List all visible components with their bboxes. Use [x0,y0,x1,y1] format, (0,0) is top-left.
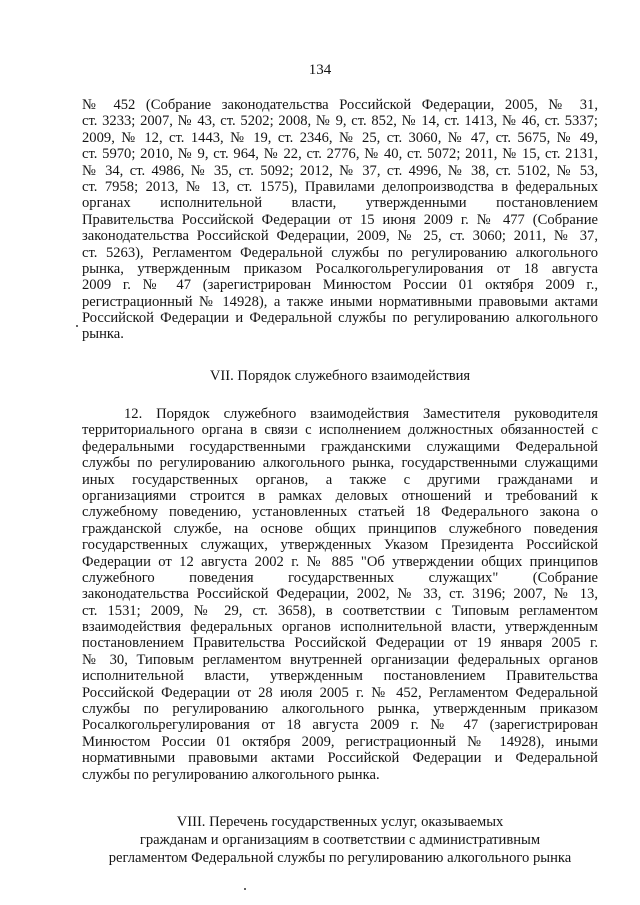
text-line: № 452 (Собрание законодательства Российской Федерации, 2005, № 31, [82,97,598,113]
text-line: органах исполнительной власти, утвержденными постановлением [82,195,598,212]
text-line: Российской Федерации и Федеральной службы по регулированию алкогольного [82,310,598,327]
text-line: служебного поведения государственных служащих" (Собрание [82,569,598,586]
text-line: федеральными государственными гражданскими служащими Федеральной [82,438,598,455]
page-number: 134 [308,62,332,78]
text-line: Минюстом России 01 октября 2009, регистрационный № 14928), иными [82,733,598,750]
text-line: службы по регулированию алкогольного рынка, утвержденным приказом [82,701,598,718]
text-line: служебному поведению, установленных статьей 18 Федерального закона о [82,504,598,521]
text-line: взаимодействия федеральных органов исполнительной власти, утвержденным [82,619,598,636]
paragraph-12 [82,406,598,783]
section-heading-line: регламентом Федеральной службы по регулированию алкогольного рынка [108,850,572,866]
text-line: законодательства Российской Федерации, 2009, № 25, ст. 3060; 2011, № 37, [82,228,598,245]
section-heading-line: гражданам и организациям в соответствии с административным [139,832,541,848]
paragraph-continuation [82,97,598,343]
text-line: 12. Порядок служебного взаимодействия Заместителя руководителя [124,406,598,422]
section-heading-text: VII. Порядок служебного взаимодействия [209,368,471,384]
text-line: гражданской службе, на основе общих принципов служебного поведения [82,520,598,537]
text-line: службы по регулированию алкогольного рынка, государственными служащими [82,455,598,472]
text-line: иных государственных органов, а также с другими гражданами и [82,471,598,488]
text-line: организациями строится в рамках деловых отношений и требований к [82,487,598,504]
text-line: регистрационный № 14928), а также иными нормативными правовыми актами [82,293,598,310]
text-line: ст. 5263), Регламентом Федеральной службы по регулированию алкогольного [82,244,598,261]
text-line: ст. 7958; 2013, № 13, ст. 1575), Правилами делопроизводства в федеральных [82,178,598,195]
text-line: Росалкогольрегулирования от 18 августа 2009 г. № 47 (зарегистрирован [82,717,598,734]
text-line: нормативными правовыми актами Российской Федерации и Федеральной [82,750,598,767]
text-line: рынка. [82,326,124,343]
text-line: 2009 г. № 47 (зарегистрирован Минюстом России 01 октября 2009 г., [82,277,598,294]
scan-speck [76,325,78,327]
text-line: № 34, ст. 4986, № 35, ст. 5092; 2012, № 37, ст. 4996, № 38, ст. 5102, № 53, [82,162,598,179]
text-line: территориального органа в связи с исполнением должностных обязанностей с [82,422,598,439]
text-line: государственных служащих, утвержденных Указом Президента Российской [82,537,598,554]
text-line: рынка, утвержденным приказом Росалкогольрегулирования от 18 августа [82,260,598,277]
text-line: 2009, № 12, ст. 1443, № 19, ст. 2346, № 25, ст. 3060, № 47, ст. 5675, № 49, [82,129,598,146]
text-line: постановлением Правительства Российской Федерации от 19 января 2005 г. [82,635,598,652]
text-line: ст. 1531; 2009, № 29, ст. 3658), в соответствии с Типовым регламентом [82,602,598,619]
text-line: Российской Федерации от 28 июля 2005 г. № 452, Регламентом Федеральной [82,684,598,701]
text-line: № 30, Типовым регламентом внутренней организации федеральных органов [82,651,598,668]
text-line: законодательства Российской Федерации, 2002, № 33, ст. 3196; 2007, № 13, [82,586,598,603]
text-line: Правительства Российской Федерации от 15 июня 2009 г. № 477 (Собрание [82,211,598,228]
section-heading-vii [82,367,598,385]
text-line: ст. 5970; 2010, № 9, ст. 964, № 22, ст. 2776, № 40, ст. 5072; 2011, № 15, ст. 2131, [82,146,598,163]
section-heading-viii [82,813,598,867]
text-line: Федерации от 12 августа 2002 г. № 885 "Об утверждении общих принципов [82,553,598,570]
text-line: службы по регулированию алкогольного рынка. [82,766,380,783]
section-heading-line: VIII. Перечень государственных услуг, оказываемых [176,814,504,830]
text-line: ст. 3233; 2007, № 43, ст. 5202; 2008, № 9, ст. 852, № 14, ст. 1413, № 46, ст. 5337; [82,113,598,130]
text-line: исполнительной власти, утвержденным постановлением Правительства [82,668,598,685]
scan-speck [244,888,246,890]
